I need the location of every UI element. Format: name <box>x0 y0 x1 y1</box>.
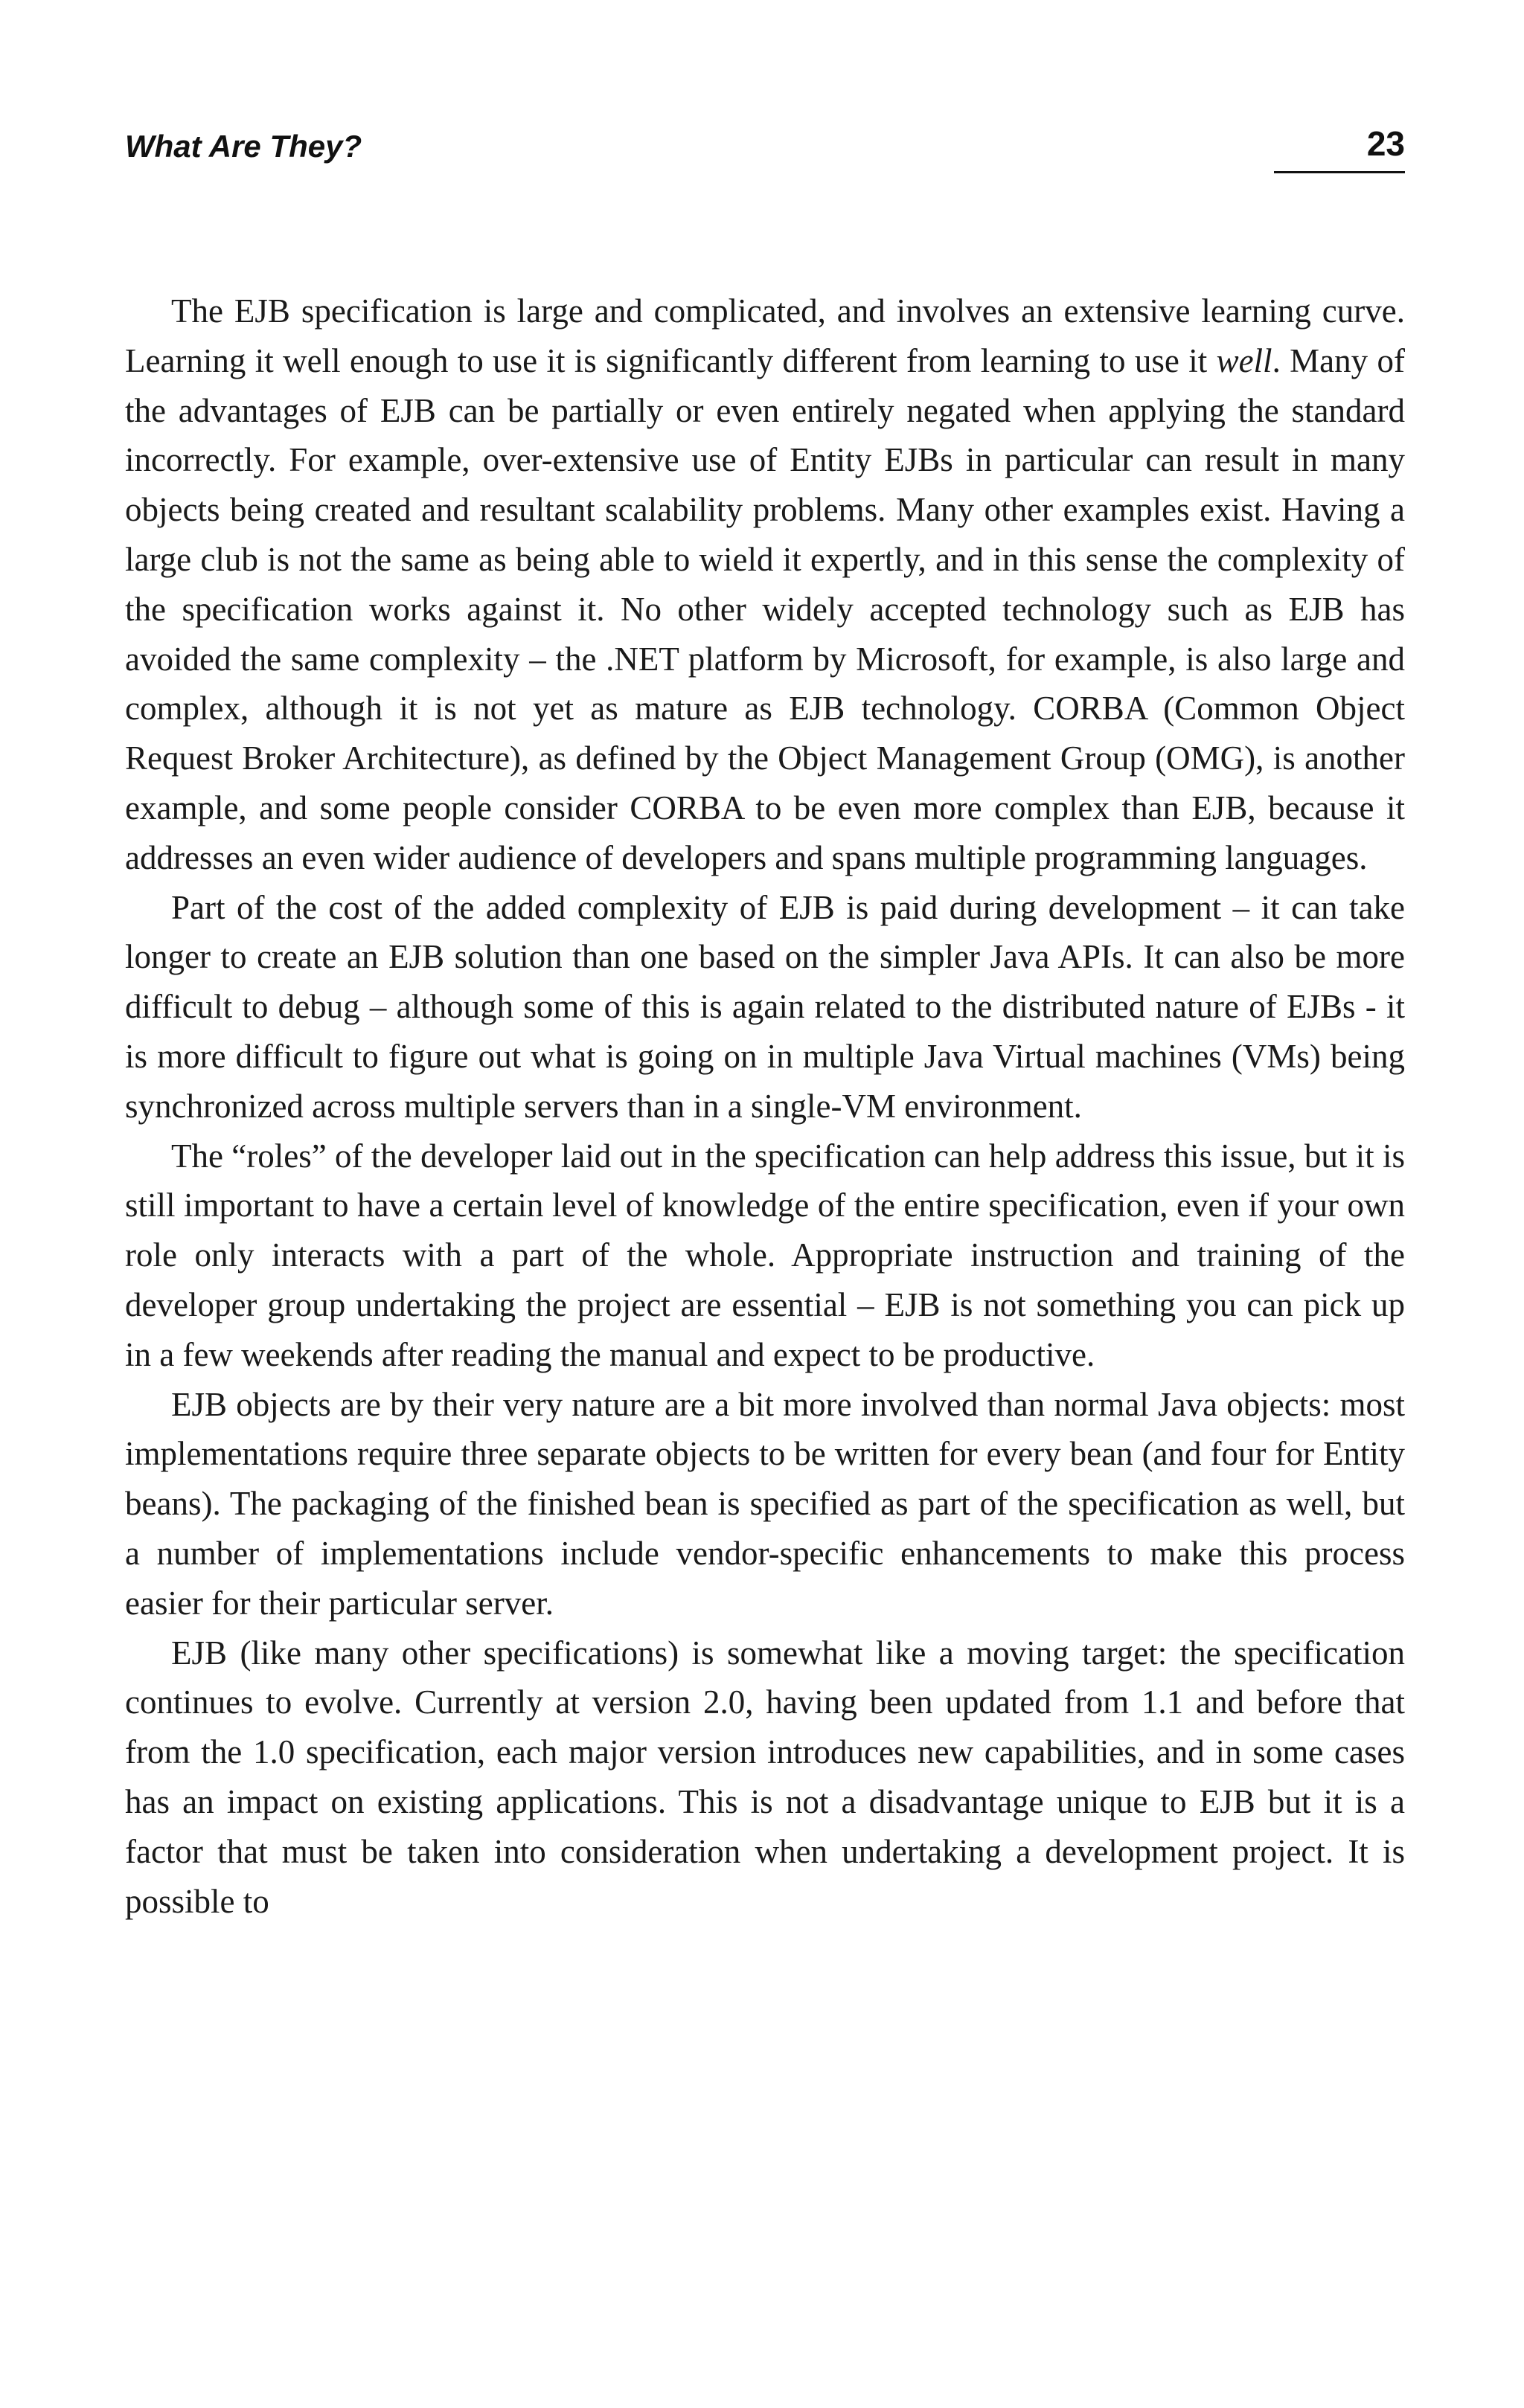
body-text <box>125 286 1405 1926</box>
paragraph: EJB (like many other specifications) is somewhat like a moving target: the specification continues to evolve. Currently at version 2.0, having been updated from 1.1 and before that from the 1.0 specification, each major version introduces new capabilities, and in some cases has an impact on existing applications. This is not a disadvantage unique to EJB but it is a factor that must be taken into consideration when undertaking a development project. It is possible to <box>125 1634 1405 1920</box>
page-number: 23 <box>1274 126 1405 173</box>
emphasis-text: well <box>1216 341 1272 379</box>
running-head <box>125 126 1405 179</box>
paragraph-text: The EJB specification is large and complicated, and involves an extensive learning curve. Learning it well enough to use it is significantly different from learning to use it <box>125 292 1405 379</box>
paragraph <box>125 286 1405 883</box>
section-title: What Are They? <box>125 129 362 164</box>
paragraph: EJB objects are by their very nature are a bit more involved than normal Java objects: most implementations require three separate objects to be written for every bean (and four for Entity beans). The packaging of the finished bean is specified as part of the specification as well, but a number of implementations include vendor-specific enhancements to make this process easier for their particular server. <box>125 1385 1405 1622</box>
paragraph: Part of the cost of the added complexity of EJB is paid during development – it can take longer to create an EJB solution than one based on the simpler Java APIs. It can also be more difficult to debug – although some of this is again related to the distributed nature of EJBs - it is more difficult to figure out what is going on in multiple Java Virtual machines (VMs) being synchronized across multiple servers than in a single-VM environment. <box>125 888 1405 1125</box>
paragraph: The “roles” of the developer laid out in the specification can help address this issue, but it is still important to have a certain level of knowledge of the entire specification, even if your own role only interacts with a part of the whole. Appropriate instruction and training of the developer group undertaking the project are essential – EJB is not something you can pick up in a few weekends after reading the manual and expect to be productive. <box>125 1137 1405 1373</box>
paragraph-text: . Many of the advantages of EJB can be partially or even entirely negated when applying the standard incorrectly. For example, over-extensive use of Entity EJBs in particular can result in many objects being created and resultant scalability problems. Many other examples exist. Having a large club is not the same as being able to wield it expertly, and in this sense the complexity of the specification works against it. No other widely accepted technology such as EJB has avoided the same complexity – the .NET platform by Microsoft, for example, is also large and complex, although it is not yet as mature as EJB technology. CORBA (Common Object Request Broker Architecture), as defined by the Object Management Group (OMG), is another example, and some people consider CORBA to be even more complex than EJB, because it addresses an even wider audience of developers and spans multiple programming languages. <box>125 341 1405 876</box>
